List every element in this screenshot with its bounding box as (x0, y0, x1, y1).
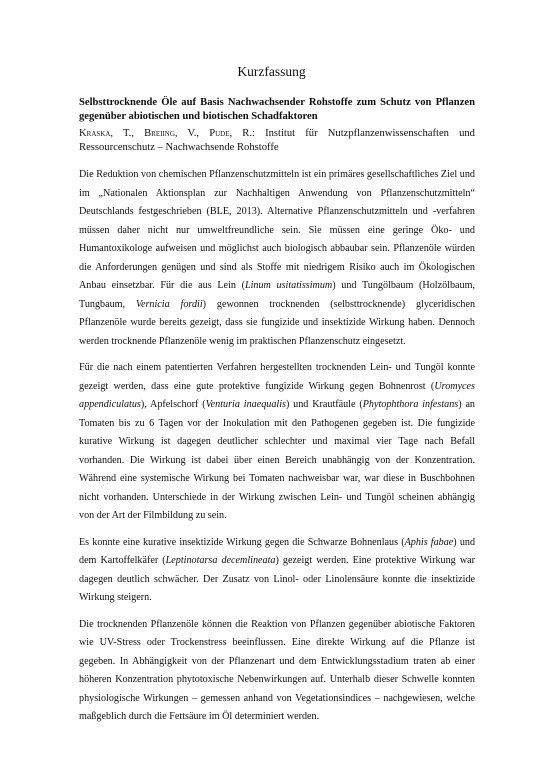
species-name: Aphis fabae (404, 536, 454, 548)
paragraph-3 (79, 534, 475, 608)
species-name: Leptinotarsa decemlineata (165, 555, 276, 566)
author-name: Pude (209, 128, 230, 139)
species-name: Uromyces appendiculatus (79, 380, 475, 410)
paragraph-text: ) und Tungölbaum (Holzölbaum, Tungbaum, (79, 280, 475, 310)
author-name: Breiing (144, 128, 175, 139)
paragraph-1 (79, 166, 475, 351)
author-line (79, 127, 475, 154)
paragraph-text: ) gezeigt werden. Eine protektive Wirkung war dagegen deutlich schwächer. Der Zusatz von Linol- oder Linolensäure konnte die insektizide Wirkung steigern. (79, 555, 475, 603)
page-heading: Kurzfassung (237, 64, 306, 79)
paragraph-text: ), Apfelschorf ( (140, 399, 206, 410)
paragraph-text: Die Reduktion von chemischen Pflanzenschutzmitteln ist ein primäres gesellschaftliches Ziel und im „Nationalen Aktionsplan zur Nachhaltigen Anwendung von Pflanzenschutzmitteln“ Deutschlands festgeschrieben (BLE, 2013). Alternative Pflanzenschutzmitteln und -verfahren müssen daher nicht nur umweltfreundliche sein. Sie müssen eine geringe Öko- und Humantoxikologe aufweisen und möglichst auch biologisch abbaubar sein. Pflanzenöle würden die Anforderungen genügen und sind als Stoffe mit niedrigem Risiko auch im Ökologischen Anbau einsetzbar. Für die aus Lein ( (79, 169, 475, 291)
author-initials: , T., (110, 128, 145, 139)
paragraph-4: Die trocknenden Pflanzenöle können die Reaktion von Pflanzen gegenüber abiotische Faktoren wie UV-Stress oder Trockenstress beeinflussen. Eine direkte Wirkung auf die Pflanze ist gegeben. In Abhängigkeit von der Pflanzenart und dem Entwicklungsstadium traten ab einer höheren Konzentration phytotoxische Nebenwirkungen auf. Unterhalb dieser Schwelle konnten physiologische Wirkungen – gemessen anhand von Vegetationsindices – nachgewiesen, welche maßgeblich durch die Fettsäure im Öl determiniert werden. (79, 618, 475, 722)
paragraph-2 (79, 359, 475, 526)
species-name: Vernicia fordii (135, 298, 203, 310)
paragraph-text: ) an Tomaten bis zu 6 Tagen vor der Inokulation mit den Pathogenen gegeben ist. Die fungizide kurative Wirkung ist dagegen deutlicher schlechter und maximal vier Tage nach Befall vorhanden. Die Wirkung ist dabei über einen Bereich unabhängig von der Konzentration. Während eine systemische Wirkung bei Tomaten nachweisbar war, war diese in Buschbohnen nicht vorhanden. Unterschiede in der Wirkung zwischen Lein- und Tungöl scheinen abhängig von der Art der Filmbildung zu sein. (79, 399, 475, 521)
author-affiliation: , R.: Institut für Nutzpflanzenwissenschaften und Ressourcenschutz – Nachwachsende Rohstoffe (79, 128, 475, 153)
paragraph-text: ) und dem Kartoffelkäfer ( (79, 536, 476, 566)
paragraph-text: Für die nach einem patentierten Verfahren hergestellten trocknenden Lein- und Tungöl konnte gezeigt werden, dass eine gute protektive fungizide Wirkung gegen Bohnenrost ( (79, 362, 475, 392)
species-name: Linum usitatissimum (244, 280, 333, 291)
author-initials: , V., (174, 128, 210, 139)
abstract-body (79, 166, 475, 735)
paragraph-text: ) und Krautfäule ( (285, 399, 363, 410)
author-name: Kraska (79, 128, 111, 139)
species-name: Venturia inaequalis (205, 399, 286, 410)
paragraph-text: Es konnte eine kurative insektizide Wirkung gegen die Schwarze Bohnenlaus ( (79, 536, 405, 548)
article-title: Selbsttrocknende Öle auf Basis Nachwachsender Rohstoffe zum Schutz von Pflanzen gegenüber abiotischen und biotischen Schadfaktoren (79, 97, 475, 122)
species-name: Phytophthora infestans (362, 399, 459, 410)
paragraph-text: ) gewonnen trocknenden (selbsttrocknende) glyceridischen Pflanzenöle wurde bereits gezeigt, dass sie fungizide und insektizide Wirkung haben. Dennoch werden trocknende Pflanzenöle wenig im praktischen Pflanzenschutz eingesetzt. (79, 298, 476, 347)
